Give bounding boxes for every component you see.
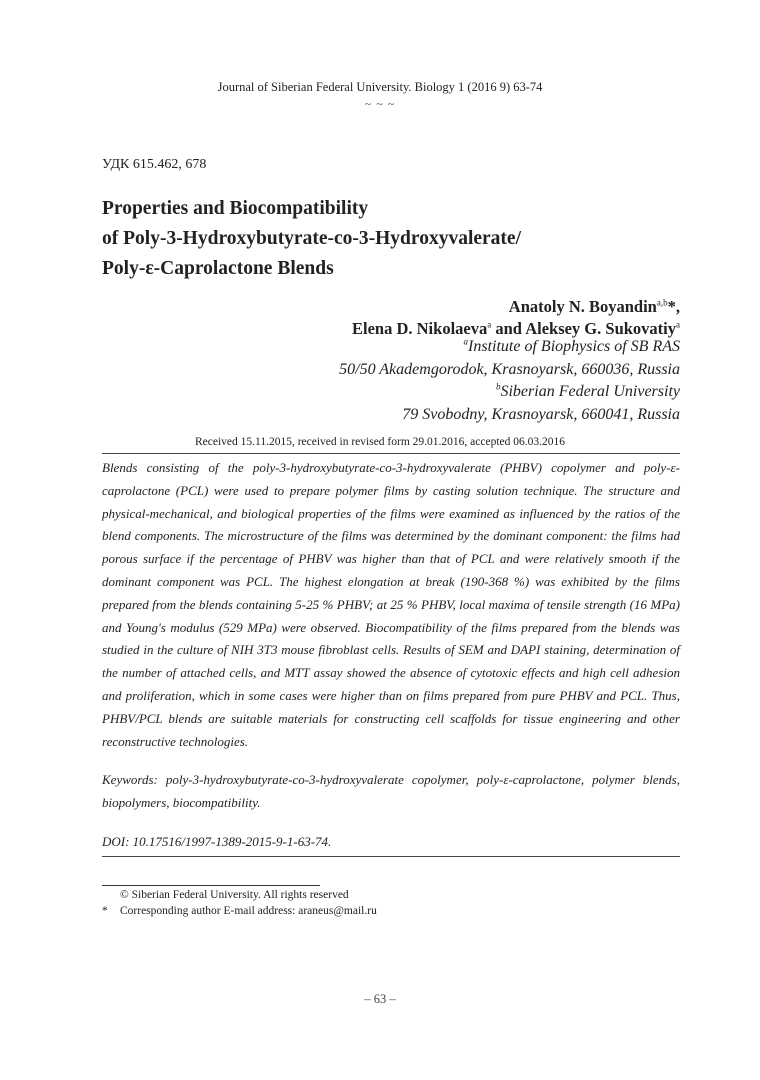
affiliation-a-name (339, 336, 680, 359)
article-title (102, 194, 662, 284)
author-name: Anatoly N. Boyandin (508, 297, 657, 316)
author-conjunction: and (491, 319, 526, 338)
affiliations (339, 336, 680, 426)
divider (102, 856, 680, 857)
footnote-divider (102, 885, 320, 886)
author-list (352, 296, 680, 340)
corresponding-mark: *, (667, 297, 680, 316)
footnote-corresponding (102, 905, 377, 917)
abstract: Blends consisting of the poly-3-hydroxybutyrate-co-3-hydroxyvalerate (PHBV) copolymer and poly-ε-caprolactone (PCL) were used to prepare polymer films by casting solution technique. The structure and physical-mechanical, and biological properties of the films were examined as influenced by the ratios of the blend components. The microstructure of the films was determined by the dominant component: the films had porous surface if the percentage of PHBV was higher than that of PCL and were relatively smooth if the dominant component was PCL. The highest elongation at break (190-368 %) was exhibited by the films prepared from the blends containing 5-25 % PHBV; at 25 % PHBV, local maxima of tensile strength (16 MPa) and Young's modulus (529 MPa) were observed. Biocompatibility of the films prepared from the blends was studied in the culture of NIH 3T3 mouse fibroblast cells. Results of SEM and DAPI staining, determination of the number of attached cells, and MTT assay showed the absence of cytotoxic effects and high cell adhesion and proliferation, which in some cases were higher than on films prepared from pure PHBV and PCL. Thus, PHBV/PCL blends are suitable materials for constructing cell scaffolds for tissue engineering and other reconstructive technologies. (102, 460, 680, 749)
affiliation-mark: a (463, 336, 469, 347)
header-separator: ~ ~ ~ (364, 97, 396, 111)
affiliation-mark: b (495, 381, 501, 392)
author-affiliation-mark: a (676, 319, 680, 330)
affiliation-name: Siberian Federal University (500, 383, 680, 400)
footnote-mark: * (102, 905, 108, 917)
divider (102, 453, 680, 454)
affiliation-a-address: 50/50 Akademgorodok, Krasnoyarsk, 660036, Russia (339, 360, 680, 378)
author-affiliation-mark: a (487, 319, 492, 330)
author-name: Elena D. Nikolaeva (352, 319, 488, 338)
title-line: Properties and Biocompatibility (102, 198, 369, 219)
keywords: Keywords: poly-3-hydroxybutyrate-co-3-hydroxyvalerate copolymer, poly-ε-caprolactone, polymer blends, biopolymers, biocompatibility. (102, 772, 680, 810)
affiliation-b-name (339, 381, 680, 404)
corresponding-email: Corresponding author E-mail address: araneus@mail.ru (120, 905, 377, 917)
page-number: – 63 – (364, 992, 396, 1006)
doi: DOI: 10.17516/1997-1389-2015-9-1-63-74. (102, 834, 332, 849)
received-dates: Received 15.11.2015, received in revised form 29.01.2016, accepted 06.03.2016 (194, 436, 566, 448)
affiliation-b-address: 79 Svobodny, Krasnoyarsk, 660041, Russia (402, 405, 680, 423)
author-line-1 (352, 296, 680, 318)
journal-header: Journal of Siberian Federal University. Biology 1 (2016 9) 63-74 (217, 80, 543, 94)
footnote-copyright (102, 889, 349, 901)
copyright-text: © Siberian Federal University. All rights reserved (120, 889, 349, 901)
title-line: of Poly-3-Hydroxybutyrate-co-3-Hydroxyvalerate/ (102, 228, 521, 249)
udk-code: УДК 615.462, 678 (102, 157, 207, 172)
affiliation-name: Institute of Biophysics of SB RAS (468, 338, 680, 355)
author-affiliation-mark: a,b (656, 297, 668, 308)
author-name: Aleksey G. Sukovatiy (525, 319, 676, 338)
title-line: Poly-ε-Caprolactone Blends (102, 258, 334, 279)
